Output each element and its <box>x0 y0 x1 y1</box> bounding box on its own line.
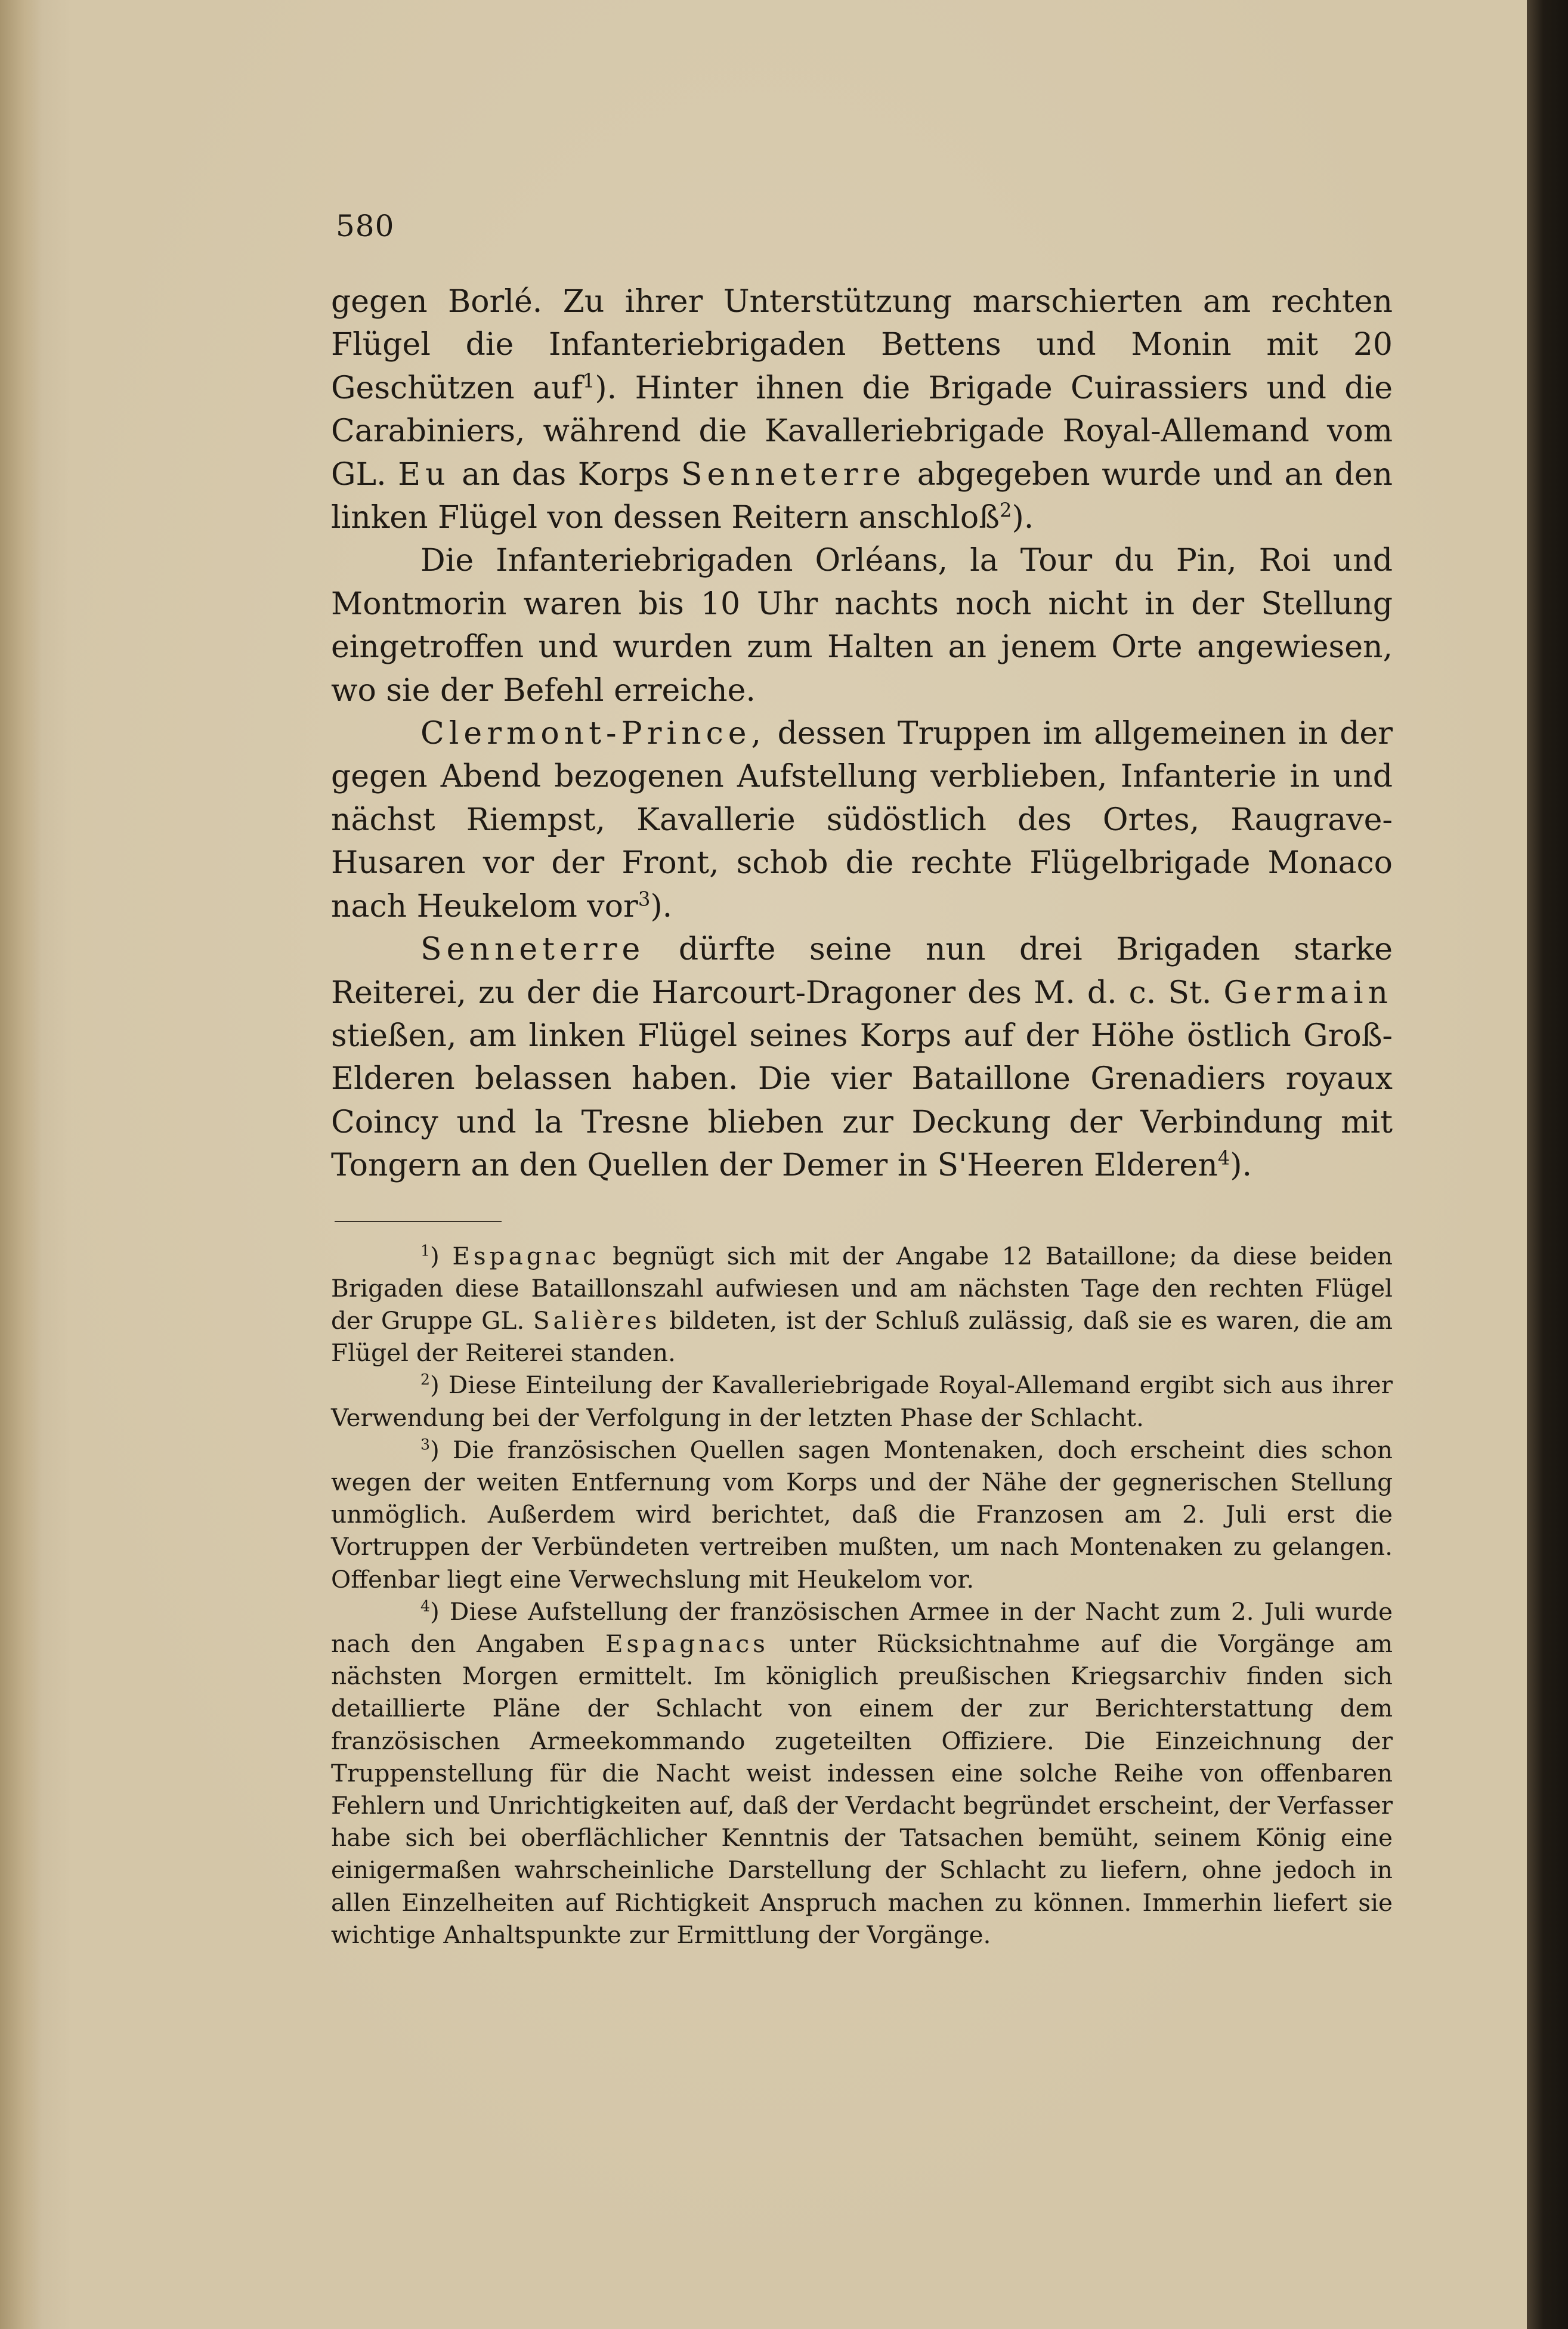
spaced-name: Eu <box>398 456 450 493</box>
footnote-4: $^4$) Diese Aufstellung der französischen Armee in der Nacht zum 2. Juli wurde nach den Angaben Espagnacs unter Rücksichtnahme auf die Vorgänge am nächsten Morgen ermittelt. Im königlich preußischen Kriegsarchiv finden sich detaillierte Pläne der Schlacht von einem der zur Berichterstattung dem französischen Armeekommando zugeteilten Offiziere. Die Einzeichnung der Truppenstellung für die Nacht weist indessen eine solche Reihe von offenbaren Fehlern und Unrichtigkeiten auf, daß der Verdacht begründet erscheint, der Verfasser habe sich bei oberflächlicher Kenntnis der Tatsachen bemüht, seinem König eine einigermaßen wahrscheinliche Darstellung der Schlacht zu liefern, ohne jedoch in allen Einzelheiten auf Richtigkeit Anspruch machen zu können. Immerhin liefert sie wichtige Anhaltspunkte zur Ermittlung der Vorgänge. <box>331 1597 1393 1949</box>
footnote-2: $^2$) Diese Einteilung der Kavalleriebrigade Royal-Allemand ergibt sich aus ihrer Verwendung bei der Verfolgung in der letzten Phase der Schlacht. <box>331 1371 1393 1432</box>
page-binding-shadow <box>0 0 42 2329</box>
spaced-name: Salières <box>533 1306 661 1335</box>
page-number: 580 <box>336 209 395 243</box>
scan-background-edge <box>1527 0 1568 2329</box>
paragraph-2: Die Infanteriebrigaden Orléans, la Tour du Pin, Roi und Montmorin waren bis 10 Uhr nachts noch nicht in der Stellung eingetroffen und wurden zum Halten an jenem Orte angewiesen, wo sie der Befehl erreiche. <box>331 543 1393 709</box>
text-block <box>331 209 1393 1951</box>
spaced-name: Espagnac <box>452 1241 600 1270</box>
spaced-name: Senneterre <box>420 932 645 968</box>
spaced-name: Germain <box>1223 975 1393 1011</box>
footnote-3: $^3$) Die französischen Quellen sagen Montenaken, doch erscheint dies schon wegen der weiten Entfernung vom Korps und der Nähe der gegnerischen Stellung unmöglich. Außerdem wird berichtet, daß die Franzosen am 2. Juli erst die Vortruppen der Verbündeten vertreiben mußten, um nach Montenaken zu gelangen. Offenbar liegt eine Verwechslung mit Heukelom vor. <box>331 1435 1393 1594</box>
footnote-divider <box>335 1221 502 1222</box>
spaced-name: Espagnacs <box>605 1629 769 1658</box>
paragraph-1: gegen Borlé. Zu ihrer Unterstützung marschierten am rechten Flügel die Infanteriebrigaden Bettens und Monin mit 20 Geschützen auf$^1$). Hinter ihnen die Brigade Cuirassiers und die Carabiniers, während die Kavalleriebrigade Royal-Allemand vom GL. Eu an das Korps Senneterre abgegeben wurde und an den linken Flügel von dessen Reitern anschloß$^2$). <box>331 284 1393 536</box>
footnote-1: $^1$) Espagnac begnügt sich mit der Angabe 12 Bataillone; da diese beiden Brigaden diese Bataillonszahl aufwiesen und am nächsten Tage den rechten Flügel der Gruppe GL. Salières bildeten, ist der Schluß zulässig, daß sie es waren, die am Flügel der Reiterei standen. <box>331 1241 1393 1368</box>
paragraph-4: Senneterre dürfte seine nun drei Brigaden starke Reiterei, zu der die Harcourt-Dragoner des M. d. c. St. Germain stießen, am linken Flügel seines Korps auf der Höhe östlich Groß-Elderen belassen haben. Die vier Bataillone Grenadiers royaux Coincy und la Tresne blieben zur Deckung der Verbindung mit Tongern an den Quellen der Demer in S'Heeren Elderen$^4$). <box>331 932 1393 1184</box>
spaced-name: Clermont-Prince, <box>420 716 766 752</box>
paragraph-3: Clermont-Prince, dessen Truppen im allgemeinen in der gegen Abend bezogenen Aufstellung verblieben, Infanterie in und nächst Riempst, Kavallerie südöstlich des Ortes, Raugrave-Husaren vor der Front, schob die rechte Flügelbrigade Monaco nach Heukelom vor$^3$). <box>331 716 1393 924</box>
spaced-name: Senneterre <box>681 456 906 493</box>
